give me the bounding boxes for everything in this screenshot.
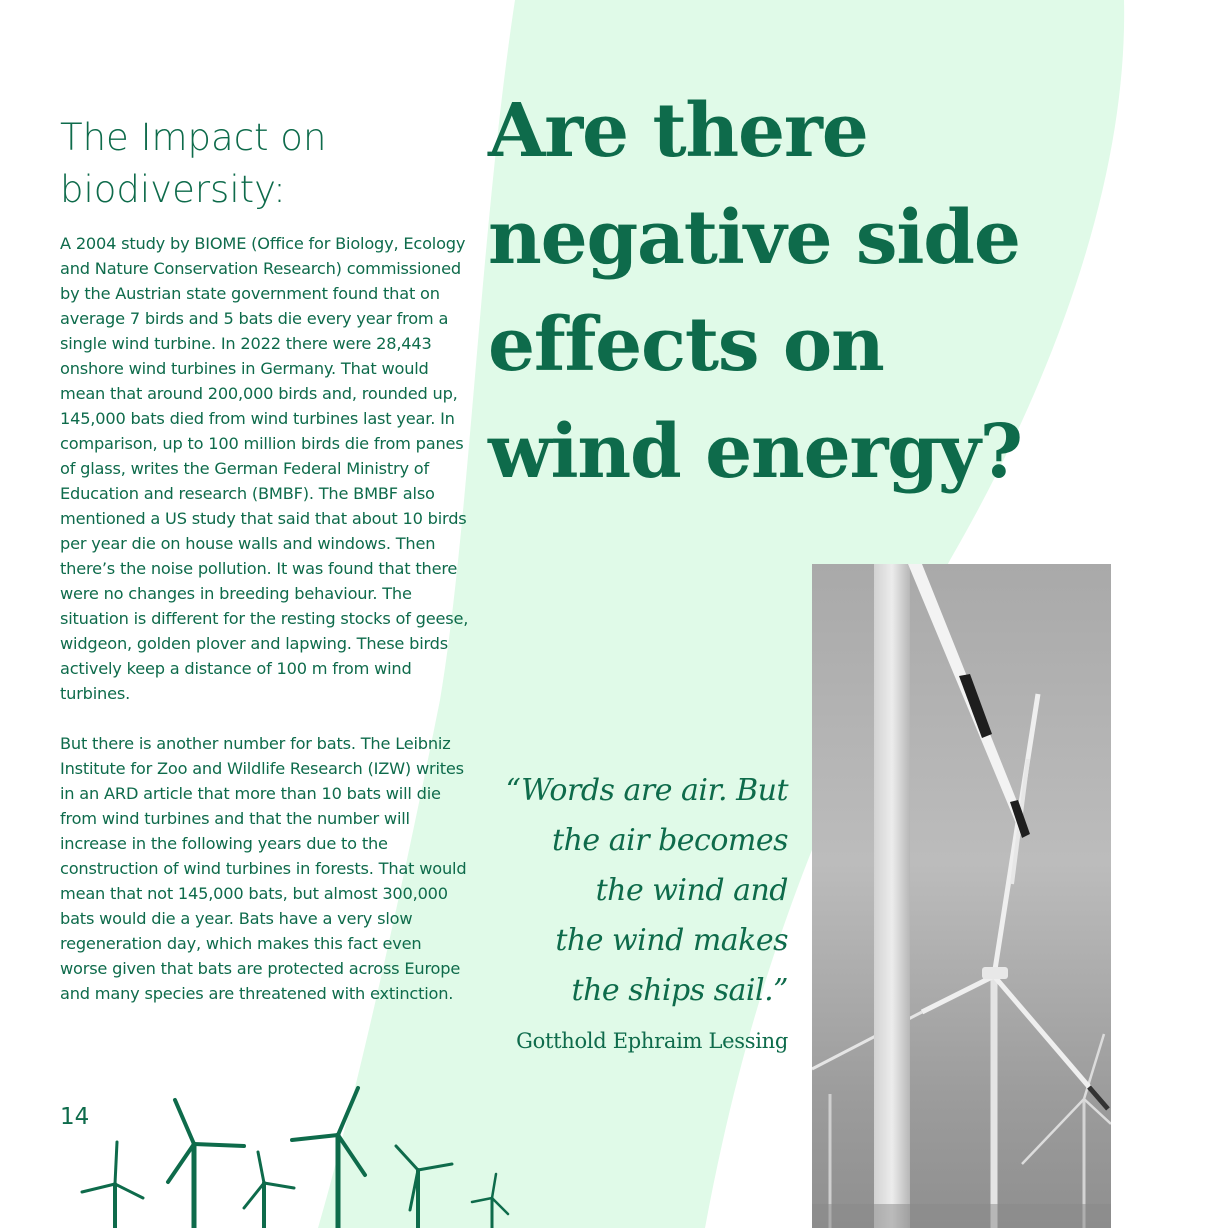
quote-line-4: the wind makes: [555, 923, 788, 958]
section-title: [60, 112, 460, 216]
article-body: [60, 231, 470, 1006]
headline-line-2: negative side: [488, 195, 1020, 281]
article-paragraph-2: But there is another number for bats. The Leibniz Institute for Zoo and Wildlife Research (IZW) writes in an ARD article that more than 10 bats will die from wind turbines and that the number will increase in the following years due to the construction of wind turbines in forests. That would mean that not 145,000 bats, but almost 300,000 bats would die a year. Bats have a very slow regeneration day, which makes this fact even worse given that bats are protected across Europe and many species are threatened with extinction.: [60, 734, 467, 1003]
quote-line-2: the air becomes: [552, 823, 788, 858]
wind-turbine-icons: [60, 1080, 520, 1228]
headline-line-4: wind energy?: [488, 409, 1022, 495]
headline: [488, 78, 1108, 506]
section-title-line-1: The Impact on: [60, 116, 327, 159]
article-paragraph-1: A 2004 study by BIOME (Office for Biology, Ecology and Nature Conservation Research) commissioned by the Austrian state government found that on average 7 birds and 5 bats die every year from a single wind turbine. In 2022 there were 28,443 onshore wind turbines in Germany. That would mean that around 200,000 birds and, rounded up, 145,000 bats died from wind turbines last year. In comparison, up to 100 million birds die from panes of glass, writes the German Federal Ministry of Education and research (BMBF). The BMBF also mentioned a US study that said that about 10 birds per year die on house walls and windows. Then there’s the noise pollution. It was found that there were no changes in breeding behaviour. The situation is different for the resting stocks of geese, widgeon, golden plover and lapwing. These birds actively keep a distance of 100 m from wind turbines.: [60, 234, 469, 703]
quote-line-3: the wind and: [595, 873, 788, 908]
page-number: 14: [60, 1104, 90, 1130]
headline-line-3: effects on: [488, 302, 884, 388]
quote-author: Gotthold Ephraim Lessing: [516, 1029, 788, 1053]
quote-line-5: the ships sail.”: [571, 973, 788, 1008]
section-title-line-2: biodiversity:: [60, 168, 286, 211]
wind-turbines-photo: [812, 564, 1111, 1228]
quote-line-1: “Words are air. But: [505, 773, 788, 808]
wind-turbines-photo-graphic: [812, 564, 1111, 1228]
headline-line-1: Are there: [488, 88, 868, 174]
pull-quote: [480, 766, 788, 1016]
